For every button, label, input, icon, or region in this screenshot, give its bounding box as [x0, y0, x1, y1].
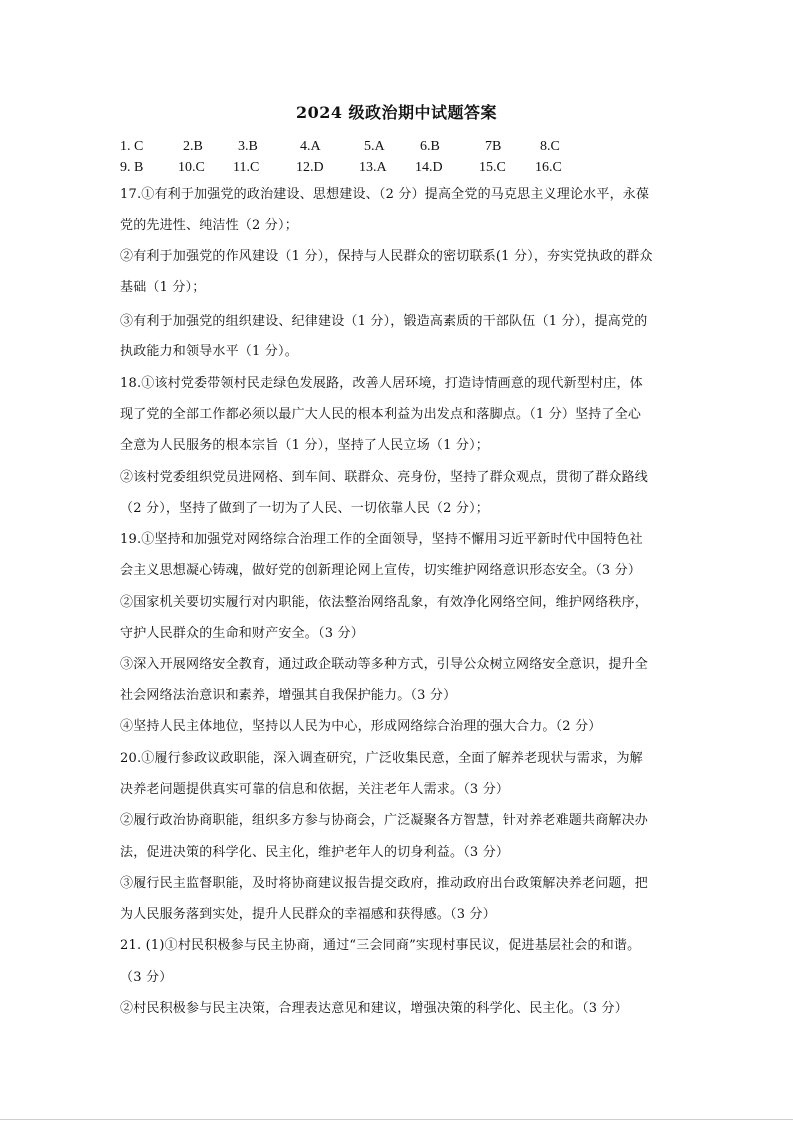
answer-line: ③深入开展网络安全教育，通过政企联动等多种方式，引导公众树立网络安全意识，提升全	[120, 657, 649, 672]
answer-line: ③履行民主监督职能，及时将协商建议报告提交政府，推动政府出台政策解决养老问题，把	[120, 876, 649, 891]
mc-answer: 3.B	[238, 139, 258, 154]
answer-line: ②履行政治协商职能，组织多方参与协商会，广泛凝聚各方智慧，针对养老难题共商解决办	[120, 813, 649, 828]
mc-answer: 15.C	[479, 160, 506, 175]
mc-answer: 8.C	[540, 139, 560, 154]
mc-answer: 13.A	[359, 160, 387, 175]
mc-answer: 5.A	[364, 139, 385, 154]
mc-answer: 16.C	[535, 160, 562, 175]
answer-line: 基础（1 分）；	[120, 280, 206, 295]
answer-line: 执政能力和领导水平（1 分）。	[120, 344, 298, 359]
mc-answer: 9. B	[120, 160, 144, 175]
mc-answer: 12.D	[296, 160, 324, 175]
answer-line: 20.①履行参政议政职能，深入调查研究，广泛收集民意，全面了解养老现状与需求，为解	[120, 751, 643, 766]
answer-line: ②有利于加强党的作风建设（1 分），保持与人民群众的密切联系(1 分），夯实党执政的群众	[120, 249, 653, 264]
page-title: 2024 级政治期中试题答案	[295, 103, 498, 122]
answer-line: 党的先进性、纯洁性（2 分）；	[120, 218, 298, 233]
answer-line: ②村民积极参与民主决策，合理表达意见和建议，增强决策的科学化、民主化。（3 分）	[120, 1001, 628, 1016]
mc-answer: 11.C	[233, 160, 260, 175]
answer-line: 法，促进决策的科学化、民主化，维护老年人的切身利益。（3 分）	[120, 845, 510, 860]
answer-line: 18.①该村党委带领村民走绿色发展路，改善人居环境，打造诗情画意的现代新型村庄，体	[120, 376, 643, 391]
answer-line: 21. (1)①村民积极参与民主协商，通过“三会同商”实现村事民议，促进基层社会的和谐。	[120, 938, 641, 953]
answer-line: 现了党的全部工作都必须以最广大人民的根本利益为出发点和落脚点。（1 分）坚持了全心	[120, 407, 642, 422]
answer-line: 为人民服务落到实处，提升人民群众的幸福感和获得感。（3 分）	[120, 907, 496, 922]
answer-line: ②国家机关要切实履行对内职能，依法整治网络乱象，有效净化网络空间，维护网络秩序，	[120, 595, 649, 610]
page-bottom-divider	[0, 1119, 793, 1120]
answer-line: 17.①有利于加强党的政治建设、思想建设、（2 分）提高全党的马克思主义理论水平，永葆	[120, 187, 650, 202]
mc-answer: 7B	[485, 139, 502, 154]
answer-line: ②该村党委组织党员进网格、到车间、联群众、亮身份，坚持了群众观点，贯彻了群众路线	[120, 470, 649, 485]
answer-line: （2 分），坚持了做到了一切为了人民、一切依靠人民（2 分）；	[120, 501, 490, 516]
answer-line: 会主义思想凝心铸魂，做好党的创新理论网上宣传，切实维护网络意识形态安全。（3 分）	[120, 563, 642, 578]
answer-line: 决养老问题提供真实可靠的信息和依据，关注老年人需求。（3 分）	[120, 782, 510, 797]
mc-answer: 2.B	[183, 139, 203, 154]
answer-line: 守护人民群众的生命和财产安全。（3 分）	[120, 626, 364, 641]
mc-answer: 1. C	[120, 139, 144, 154]
answer-line: （3 分）	[120, 970, 173, 985]
answer-line: ④坚持人民主体地位，坚持以人民为中心，形成网络综合治理的强大合力。（2 分）	[120, 719, 602, 734]
answer-line: 社会网络法治意识和素养，增强其自我保护能力。（3 分）	[120, 688, 457, 703]
mc-answer: 6.B	[420, 139, 440, 154]
answer-line: 19.①坚持和加强党对网络综合治理工作的全面领导，坚持不懈用习近平新时代中国特色社	[120, 532, 643, 547]
answer-line: 全意为人民服务的根本宗旨（1 分），坚持了人民立场（1 分）；	[120, 438, 490, 453]
answer-line: ③有利于加强党的组织建设、纪律建设（1 分），锻造高素质的干部队伍（1 分），提高党的	[120, 314, 648, 329]
mc-answer: 10.C	[178, 160, 205, 175]
mc-answer: 4.A	[300, 139, 321, 154]
mc-answer: 14.D	[415, 160, 443, 175]
